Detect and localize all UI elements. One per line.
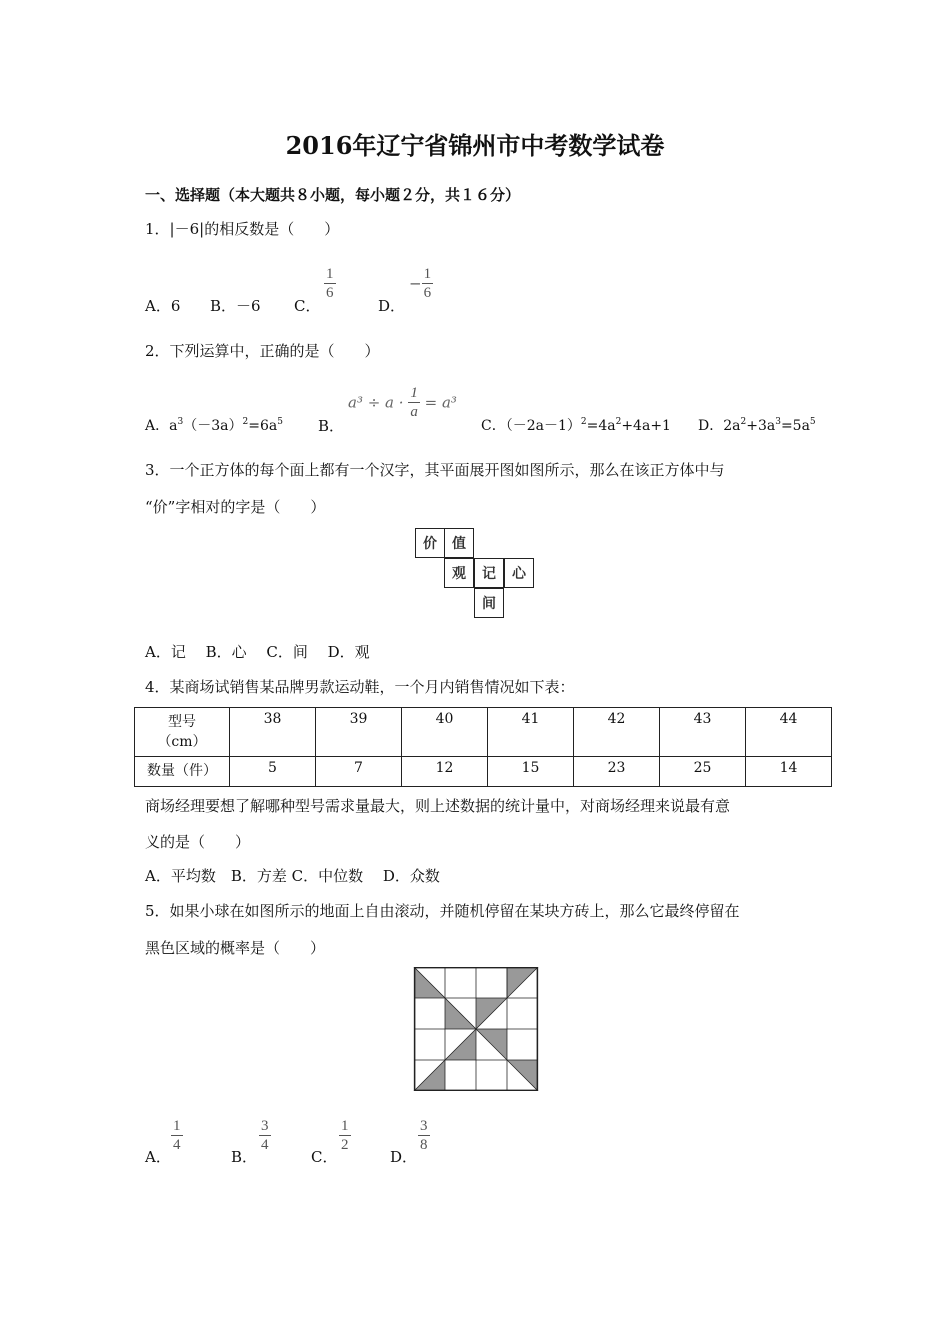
q5-stem-line2: 黑色区域的概率是（ ）: [145, 939, 326, 957]
table-cell: 14: [746, 757, 832, 787]
net-cell: 心: [504, 558, 534, 588]
exp: 5: [277, 417, 283, 427]
t: =5a: [780, 418, 810, 434]
frac-den: 2: [341, 1137, 349, 1153]
table-cell: 15: [488, 757, 574, 787]
q1-c-fraction: [324, 265, 336, 302]
frac-num: 1: [341, 1118, 349, 1134]
q5-option-c: C．: [311, 1148, 338, 1166]
exp: 2: [740, 417, 747, 427]
label: A．: [145, 418, 170, 434]
table-cell: 40: [402, 708, 488, 757]
q5-option-d: D．: [390, 1148, 418, 1166]
table-cell: 43: [660, 708, 746, 757]
q4-after-line1: 商场经理要想了解哪种型号需求量最大，则上述数据的统计量中，对商场经理来说最有意: [145, 797, 731, 815]
t: （－3a）: [183, 418, 243, 434]
frac-den: 4: [261, 1137, 269, 1153]
exp: 2: [580, 417, 587, 427]
q2-option-d: [698, 415, 816, 435]
q3-stem-line1: 3．一个正方体的每个面上都有一个汉字，其平面展开图如图所示，那么在该正方体中与: [145, 461, 725, 479]
frac-num: 1: [326, 266, 334, 282]
header-line: 型号: [168, 714, 196, 730]
q5-b-fraction: [259, 1117, 271, 1154]
page-title: 2016年辽宁省锦州市中考数学试卷: [285, 131, 665, 160]
q2-stem: 2．下列运算中，正确的是（ ）: [145, 342, 380, 360]
q1-option-c: C．: [294, 297, 321, 315]
table-cell: 42: [574, 708, 660, 757]
t: a: [169, 418, 178, 434]
exp: 3: [775, 417, 781, 427]
frac-den: 6: [423, 285, 432, 301]
frac-den: 4: [173, 1137, 181, 1153]
frac-den: 8: [420, 1137, 428, 1153]
expr: a³ ÷ a ·: [348, 393, 404, 412]
net-cell: 观: [444, 558, 474, 588]
table-cell: 44: [746, 708, 832, 757]
q1-option-a: A．6: [145, 297, 181, 315]
q2-option-b-expr: [348, 384, 457, 421]
t: +4a+1: [621, 418, 671, 434]
q4-stem: 4．某商场试销售某品牌男款运动鞋，一个月内销售情况如下表：: [145, 678, 575, 696]
q5-d-fraction: [418, 1117, 430, 1154]
q5-stem-line1: 5．如果小球在如图所示的地面上自由滚动，并随机停留在某块方砖上，那么它最终停留在: [145, 902, 740, 920]
q1-stem: 1．|－6|的相反数是（ ）: [145, 220, 340, 238]
q5-option-b: B．: [231, 1148, 258, 1166]
label: D．2a: [698, 418, 741, 434]
grid-lines: [414, 967, 538, 1091]
label: C．（－2a－1）: [481, 418, 581, 434]
sales-table: [134, 707, 832, 787]
q2-option-a: [145, 415, 283, 435]
q1-option-b: B．－6: [210, 297, 261, 315]
exp: 2: [615, 417, 622, 427]
t: =6a: [248, 418, 278, 434]
net-cell: 值: [444, 528, 474, 558]
table-row: [135, 708, 832, 757]
header-line: （cm）: [157, 734, 207, 750]
table-cell: 23: [574, 757, 660, 787]
q1-option-d: D．: [378, 297, 406, 315]
table-cell: 12: [402, 757, 488, 787]
table-cell: 41: [488, 708, 574, 757]
table-header-cell: [135, 708, 230, 757]
q5-option-a: A．: [145, 1148, 171, 1166]
net-cell: 价: [415, 528, 445, 558]
table-header-cell: 数量（件）: [135, 757, 230, 787]
frac-den: 6: [326, 285, 334, 301]
table-cell: 39: [316, 708, 402, 757]
table-cell: 7: [316, 757, 402, 787]
t: =4a: [586, 418, 616, 434]
expr: = a³: [424, 393, 457, 412]
exp: 3: [177, 417, 184, 427]
section-heading: 一、选择题（本大题共８小题，每小题２分，共１６分）: [145, 186, 521, 204]
q1-d-fraction: [409, 265, 433, 302]
q5-c-fraction: [339, 1117, 351, 1154]
tile-floor-figure: [413, 967, 539, 1091]
frac-num: 3: [261, 1118, 269, 1134]
q4-after-line2: 义的是（ ）: [145, 833, 251, 851]
table-cell: 25: [660, 757, 746, 787]
frac-den: a: [410, 404, 418, 420]
t: +3a: [746, 418, 776, 434]
q3-stem-line2: “价”字相对的字是（ ）: [145, 498, 326, 516]
table-row: [135, 757, 832, 787]
exp: 5: [809, 417, 816, 427]
q2-option-c: [481, 415, 671, 435]
q4-options: A．平均数 B．方差 C．中位数 D．众数: [145, 867, 440, 885]
frac-num: 1: [173, 1118, 181, 1134]
q5-a-fraction: [171, 1117, 183, 1154]
frac-num: 1: [410, 385, 418, 401]
frac-num: 3: [420, 1118, 428, 1134]
q2-option-b-label: B．: [318, 417, 345, 435]
frac-num: 1: [423, 266, 432, 282]
minus-sign: −: [409, 274, 422, 293]
net-cell: 间: [474, 588, 504, 618]
net-cell: 记: [474, 558, 504, 588]
q3-options: A．记 B．心 C．间 D．观: [145, 643, 370, 661]
exp: 2: [242, 417, 249, 427]
table-cell: 5: [230, 757, 316, 787]
table-cell: 38: [230, 708, 316, 757]
